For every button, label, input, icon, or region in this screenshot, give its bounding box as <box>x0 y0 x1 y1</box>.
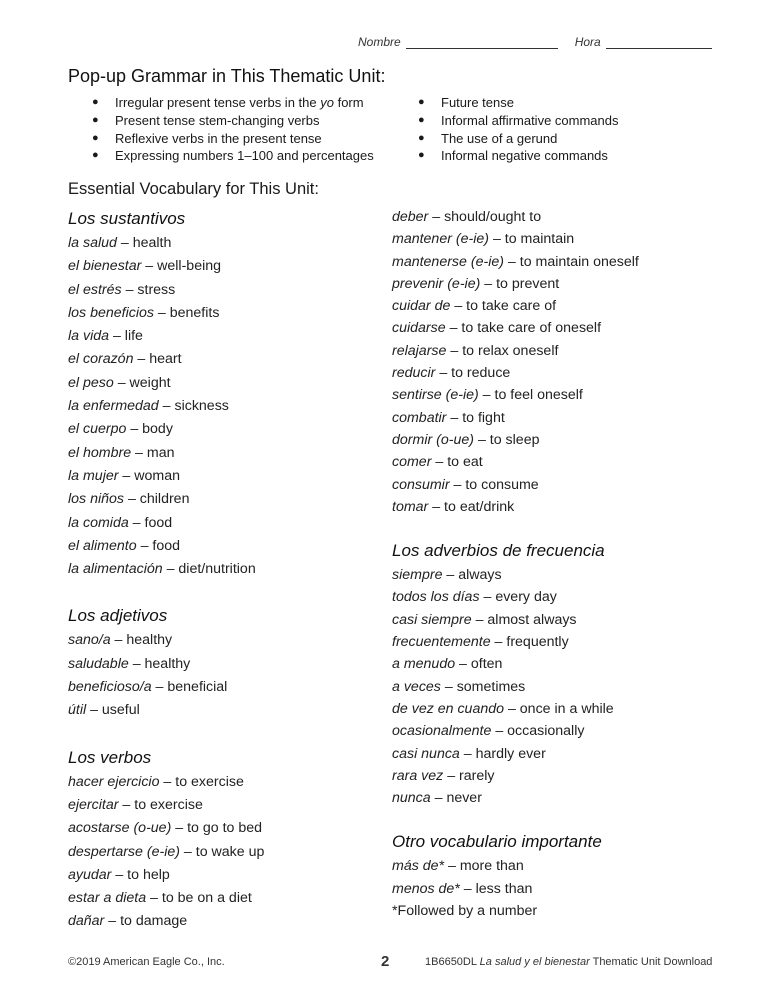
vocab-item: menos de* – less than <box>392 880 533 897</box>
vocab-english: to reduce <box>451 365 511 382</box>
vocab-spanish: el estrés <box>68 281 122 298</box>
vocab-english: occasionally <box>507 723 585 740</box>
vocab-english: healthy <box>126 632 173 649</box>
grammar-list-left <box>92 94 374 165</box>
vocab-english: weight <box>129 374 171 391</box>
vocab-english: should/ought to <box>444 209 542 225</box>
vocab-spanish: casi siempre <box>392 611 472 628</box>
vocab-english: sickness <box>174 398 229 415</box>
vocab-english: food <box>144 514 173 531</box>
vocab-spanish: ayudar <box>68 866 112 883</box>
vocab-english: hardly ever <box>475 745 546 762</box>
vocab-english: to wake up <box>195 843 265 860</box>
vocab-english: diet/nutrition <box>178 561 256 578</box>
vocab-item: mantenerse (e-ie) – to maintain oneself <box>392 253 639 270</box>
vocab-spanish: estar a dieta <box>68 890 147 907</box>
vocab-item: consumir – to consume <box>392 476 539 493</box>
section-gap <box>68 723 378 745</box>
section-heading: Los adjetivos <box>68 606 168 626</box>
vocab-spanish: el hombre <box>68 444 132 461</box>
vocab-english: frequently <box>506 634 569 651</box>
vocab-item: más de* – more than <box>392 858 524 875</box>
grammar-bullet-item: ● Future tense <box>418 94 619 112</box>
vocab-spanish: la comida <box>68 514 129 531</box>
vocab-spanish: la alimentación <box>68 561 163 578</box>
vocab-item: casi siempre – almost always <box>392 611 577 628</box>
vocab-spanish: a veces <box>392 678 441 695</box>
vocab-english: rarely <box>459 767 495 784</box>
vocab-item: la alimentación – diet/nutrition <box>68 561 256 578</box>
footer-suffix: Thematic Unit Download <box>592 956 713 968</box>
vocab-title: Essential Vocabulary for This Unit: <box>68 180 319 198</box>
grammar-title: Pop-up Grammar in This Thematic Unit: <box>68 66 386 86</box>
vocab-item: el cuerpo – body <box>68 421 173 438</box>
vocab-item: el corazón – heart <box>68 351 182 368</box>
nombre-label: Nombre <box>358 35 401 49</box>
vocab-spanish: tomar <box>392 498 429 515</box>
vocab-spanish: ejercitar <box>68 796 119 813</box>
vocab-item: deber – should/ought to <box>392 209 542 225</box>
vocab-english: useful <box>101 702 140 719</box>
vocab-spanish: siempre <box>392 567 443 584</box>
vocab-item: los beneficios – benefits <box>68 304 220 321</box>
vocab-english: never <box>446 790 482 807</box>
vocab-item: siempre – always <box>392 567 502 584</box>
vocab-spanish: mantenerse (e-ie) <box>392 253 504 270</box>
vocab-english: once in a while <box>519 700 614 717</box>
vocab-english: less than <box>475 880 533 897</box>
vocab-english: to prevent <box>496 275 560 292</box>
vocab-english: man <box>146 444 175 461</box>
vocab-footnote: *Followed by a number <box>392 903 538 920</box>
vocab-english: to maintain <box>504 231 575 248</box>
vocab-item: de vez en cuando – once in a while <box>392 700 614 717</box>
section-gap <box>392 518 722 538</box>
vocab-spanish: combatir <box>392 409 447 426</box>
vocab-english: to consume <box>465 476 539 493</box>
vocab-spanish: menos de* <box>392 880 460 897</box>
vocab-item: el hombre – man <box>68 444 175 461</box>
vocab-english: to be on a diet <box>161 890 252 907</box>
vocab-spanish: el cuerpo <box>68 421 127 438</box>
vocab-english: food <box>152 537 181 554</box>
vocab-item: prevenir (e-ie) – to prevent <box>392 275 560 292</box>
vocab-spanish: la salud <box>68 235 117 251</box>
grammar-bullet-item: ● Informal negative commands <box>418 147 619 165</box>
vocab-item: la enfermedad – sickness <box>68 398 229 415</box>
vocab-english: to help <box>127 866 170 883</box>
grammar-bullet-item: ● Expressing numbers 1–100 and percentages <box>92 147 374 165</box>
vocab-english: to maintain oneself <box>519 253 639 270</box>
vocab-english: health <box>132 235 172 251</box>
vocab-english: well-being <box>157 258 222 275</box>
vocab-english: body <box>142 421 173 438</box>
vocab-item: comer – to eat <box>392 454 483 471</box>
vocab-spanish: todos los días <box>392 589 480 606</box>
vocab-english: to take care of <box>466 298 557 315</box>
vocab-item: despertarse (e-ie) – to wake up <box>68 843 265 860</box>
section-heading: Los sustantivos <box>68 209 186 228</box>
vocab-item: la salud – health <box>68 235 172 251</box>
vocab-spanish: el peso <box>68 374 114 391</box>
vocab-item: frecuentemente – frequently <box>392 634 569 651</box>
grammar-bullet-emphasis: yo <box>320 95 334 110</box>
vocab-english: to fight <box>462 409 505 426</box>
vocab-spanish: de vez en cuando <box>392 700 505 717</box>
vocab-english: healthy <box>144 655 191 672</box>
vocab-english: every day <box>495 589 557 606</box>
vocab-english: to go to bed <box>187 820 263 837</box>
vocab-english: often <box>470 656 503 673</box>
vocab-english: life <box>124 328 143 345</box>
name-hour-header <box>358 35 712 49</box>
vocab-item: sano/a – healthy <box>68 632 173 649</box>
vocab-item: todos los días – every day <box>392 589 557 606</box>
vocab-item: reducir – to reduce <box>392 365 511 382</box>
hora-blank <box>606 35 712 49</box>
vocab-spanish: despertarse (e-ie) <box>68 843 180 860</box>
page-number: 2 <box>381 953 390 970</box>
vocab-spanish: rara vez <box>392 767 444 784</box>
vocab-item: saludable – healthy <box>68 655 191 672</box>
grammar-bullet-item: ● Informal affirmative commands <box>418 112 619 130</box>
vocab-spanish: dañar <box>68 913 105 930</box>
vocab-item: hacer ejercicio – to exercise <box>68 773 244 790</box>
vocab-english: to take care of oneself <box>461 320 602 337</box>
vocab-item: a menudo – often <box>392 656 503 673</box>
vocab-spanish: la vida <box>68 328 110 345</box>
vocab-item: acostarse (o-ue) – to go to bed <box>68 820 263 837</box>
vocab-english: to eat/drink <box>444 498 515 515</box>
vocab-spanish: relajarse <box>392 342 447 359</box>
copyright: ©2019 American Eagle Co., Inc. <box>68 956 225 968</box>
grammar-bullet-item: ● The use of a gerund <box>418 130 619 148</box>
vocab-spanish: más de* <box>392 858 445 875</box>
vocab-item: nunca – never <box>392 790 482 807</box>
vocab-item: mantener (e-ie) – to maintain <box>392 231 575 248</box>
vocab-english: stress <box>137 281 176 298</box>
vocab-english: children <box>139 491 190 508</box>
vocab-item: casi nunca – hardly ever <box>392 745 546 762</box>
vocab-spanish: cuidar de <box>392 298 451 315</box>
vocab-spanish: el bienestar <box>68 258 142 275</box>
vocab-english: almost always <box>487 611 577 628</box>
vocab-item: cuidar de – to take care of <box>392 298 557 315</box>
vocab-spanish: consumir <box>392 476 450 493</box>
vocab-english: beneficial <box>167 679 228 696</box>
vocab-item: ejercitar – to exercise <box>68 796 203 813</box>
vocab-item: sentirse (e-ie) – to feel oneself <box>392 387 583 404</box>
section-heading: Los verbos <box>68 747 152 767</box>
vocab-item: estar a dieta – to be on a diet <box>68 890 252 907</box>
hora-label: Hora <box>574 35 601 49</box>
vocab-english: to exercise <box>134 796 203 813</box>
vocab-spanish: a menudo <box>392 656 456 673</box>
vocab-spanish: el alimento <box>68 537 137 554</box>
vocab-english: to damage <box>120 913 188 930</box>
section-gap <box>392 809 722 829</box>
grammar-bullet-item: ● Irregular present tense verbs in the yo form <box>92 94 374 112</box>
vocab-english: always <box>458 567 502 584</box>
vocab-spanish: útil <box>68 702 87 719</box>
vocab-item: ayudar – to help <box>68 866 170 883</box>
vocab-item: relajarse – to relax oneself <box>392 342 559 359</box>
vocab-spanish: sano/a <box>68 632 111 649</box>
vocab-spanish: ocasionalmente <box>392 723 492 740</box>
vocab-item: ocasionalmente – occasionally <box>392 723 585 740</box>
vocab-spanish: deber <box>392 209 429 225</box>
section-heading: Otro vocabulario importante <box>392 832 602 852</box>
vocab-column-left <box>68 206 378 934</box>
vocab-spanish: la mujer <box>68 467 119 484</box>
vocab-spanish: sentirse (e-ie) <box>392 387 479 404</box>
vocab-spanish: prevenir (e-ie) <box>392 275 481 292</box>
footer-unit-title <box>425 956 712 968</box>
vocab-english: to eat <box>447 454 483 471</box>
vocab-item: beneficioso/a – beneficial <box>68 679 228 696</box>
vocab-english: to feel oneself <box>494 387 583 404</box>
vocab-spanish: reducir <box>392 365 436 382</box>
vocab-spanish: los niños <box>68 491 124 508</box>
vocab-item: dañar – to damage <box>68 913 188 930</box>
vocab-spanish: mantener (e-ie) <box>392 231 489 248</box>
vocab-spanish: el corazón <box>68 351 134 368</box>
vocab-item: el alimento – food <box>68 537 181 554</box>
vocab-item: el peso – weight <box>68 374 171 391</box>
vocab-item: el bienestar – well-being <box>68 258 222 275</box>
vocab-item: útil – useful <box>68 702 140 719</box>
vocab-item: dormir (o-ue) – to sleep <box>392 431 540 448</box>
vocab-spanish: casi nunca <box>392 745 460 762</box>
vocab-item: la comida – food <box>68 514 173 531</box>
vocab-item: tomar – to eat/drink <box>392 498 515 515</box>
vocab-item: los niños – children <box>68 491 190 508</box>
vocab-spanish: acostarse (o-ue) <box>68 820 172 837</box>
vocab-item: la vida – life <box>68 328 143 345</box>
vocab-spanish: hacer ejercicio <box>68 773 160 790</box>
vocab-english: to relax oneself <box>462 342 559 359</box>
grammar-bullet-item: ● Present tense stem-changing verbs <box>92 112 374 130</box>
nombre-blank <box>406 35 558 49</box>
vocab-spanish: los beneficios <box>68 304 154 321</box>
vocab-english: benefits <box>169 304 220 321</box>
vocab-english: more than <box>459 858 524 875</box>
footer-code: 1B6650DL <box>425 956 477 968</box>
vocab-english: sometimes <box>456 678 526 695</box>
vocab-english: to sleep <box>489 431 540 448</box>
vocab-spanish: comer <box>392 454 432 471</box>
vocab-english: to exercise <box>175 773 244 790</box>
vocab-column-right <box>392 206 722 923</box>
vocab-spanish: dormir (o-ue) <box>392 431 474 448</box>
vocab-item: rara vez – rarely <box>392 767 495 784</box>
vocab-spanish: nunca <box>392 790 431 807</box>
vocab-item: la mujer – woman <box>68 467 180 484</box>
footer-unit-name: La salud y el bienestar <box>479 956 590 968</box>
vocab-item: cuidarse – to take care of oneself <box>392 320 602 337</box>
grammar-bullet-item: ● Reflexive verbs in the present tense <box>92 130 374 148</box>
section-gap <box>68 581 378 603</box>
vocab-spanish: saludable <box>68 655 129 672</box>
vocab-item: el estrés – stress <box>68 281 176 298</box>
vocab-spanish: beneficioso/a <box>68 679 152 696</box>
vocab-spanish: cuidarse <box>392 320 446 337</box>
vocab-item: combatir – to fight <box>392 409 505 426</box>
vocab-english: heart <box>149 351 182 368</box>
grammar-list-right <box>418 94 619 165</box>
vocab-spanish: la enfermedad <box>68 398 159 415</box>
vocab-english: woman <box>134 467 180 484</box>
vocab-item: a veces – sometimes <box>392 678 526 695</box>
section-heading: Los adverbios de frecuencia <box>392 541 605 561</box>
vocab-spanish: frecuentemente <box>392 634 491 651</box>
